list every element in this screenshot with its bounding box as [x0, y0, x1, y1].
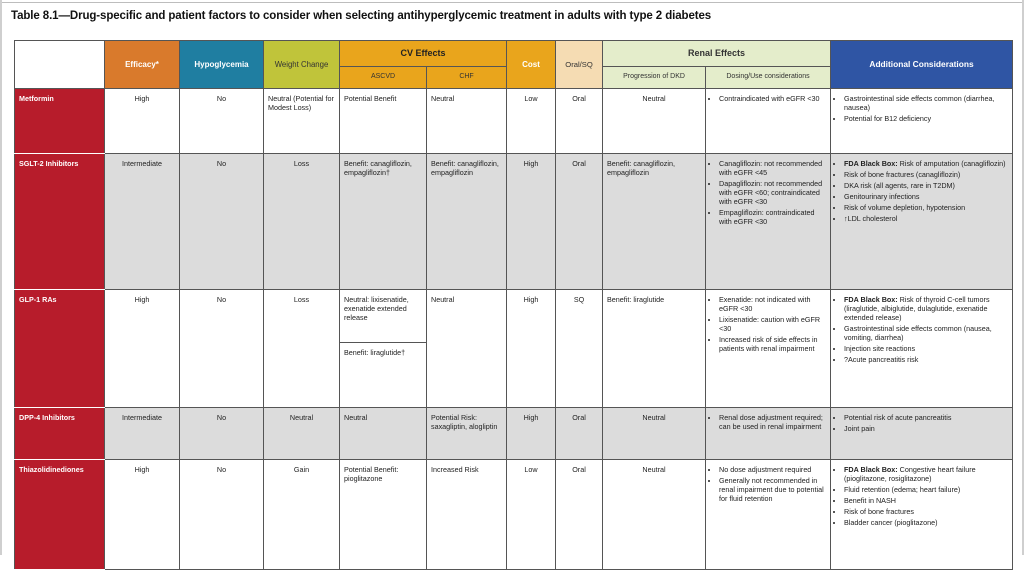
- ascvd-cell: Potential Benefit: pioglitazone: [340, 460, 427, 570]
- black-box-text: Risk of thyroid C-cell tumors (liraglutide, albiglutide, dulaglutide, exenatide extended release): [844, 295, 990, 322]
- additional-cell: [831, 290, 1013, 408]
- header-renal-effects: Renal Effects: [603, 41, 831, 67]
- list-item: • Risk of bone fractures: [844, 507, 1008, 516]
- black-box-label: FDA Black Box:: [844, 159, 898, 168]
- weight-cell: Neutral: [264, 408, 340, 460]
- list-item: • Contraindicated with eGFR <30: [719, 94, 826, 103]
- list-item: • Gastrointestinal side effects common (nausea, vomiting, diarrhea): [844, 324, 1008, 342]
- black-box-label: FDA Black Box:: [844, 465, 898, 474]
- dkd-cell: Neutral: [603, 89, 706, 154]
- cost-cell: Low: [507, 460, 556, 570]
- oral-cell: Oral: [556, 460, 603, 570]
- header-oral-sq: Oral/SQ: [556, 41, 603, 89]
- list-item: • DKA risk (all agents, rare in T2DM): [844, 181, 1008, 190]
- list-item: • Benefit in NASH: [844, 496, 1008, 505]
- header-ascvd: ASCVD: [340, 67, 427, 89]
- list-item: • Potential risk of acute pancreatitis: [844, 413, 1008, 422]
- table-row: [15, 408, 1013, 460]
- list-item: • Renal dose adjustment required; can be used in renal impairment: [719, 413, 826, 431]
- drug-name: SGLT-2 Inhibitors: [15, 154, 105, 290]
- header-dkd: Progression of DKD: [603, 67, 706, 89]
- ascvd-cell: Benefit: canagliflozin, empagliflozin†: [340, 154, 427, 290]
- list-item: • Risk of bone fractures (canagliflozin): [844, 170, 1008, 179]
- chf-cell: Benefit: canagliflozin, empagliflozin: [427, 154, 507, 290]
- list-item: • Potential for B12 deficiency: [844, 114, 1008, 123]
- list-item: [844, 159, 1008, 168]
- header-weight-change: Weight Change: [264, 41, 340, 89]
- list-item: • Fluid retention (edema; heart failure): [844, 485, 1008, 494]
- dkd-cell: Benefit: liraglutide: [603, 290, 706, 408]
- drug-name: Thiazolidinediones: [15, 460, 105, 570]
- drug-factors-table: [14, 40, 1013, 570]
- drug-name: Metformin: [15, 89, 105, 154]
- cost-cell: Low: [507, 89, 556, 154]
- list-item: • Generally not recommended in renal impairment due to potential for fluid retention: [719, 476, 826, 503]
- list-item: • Joint pain: [844, 424, 1008, 433]
- list-item: • Injection site reactions: [844, 344, 1008, 353]
- black-box-text: Congestive heart failure (pioglitazone, rosiglitazone): [844, 465, 976, 483]
- header-hypoglycemia: Hypoglycemia: [180, 41, 264, 89]
- list-item: • Canagliflozin: not recommended with eGFR <45: [719, 159, 826, 177]
- cost-cell: High: [507, 408, 556, 460]
- weight-cell: Loss: [264, 290, 340, 408]
- header-cost: Cost: [507, 41, 556, 89]
- table-row: [15, 89, 1013, 154]
- table-title: Table 8.1—Drug-specific and patient factors to consider when selecting antihyperglycemic treatment in adults with type 2 diabetes: [11, 10, 712, 22]
- cost-cell: High: [507, 154, 556, 290]
- dosing-cell: [706, 290, 831, 408]
- header-chf: CHF: [427, 67, 507, 89]
- efficacy-cell: High: [105, 460, 180, 570]
- corner-cell: [15, 41, 105, 89]
- ascvd-neutral: Neutral: lixisenatide, exenatide extended release: [344, 295, 409, 322]
- hypoglycemia-cell: No: [180, 89, 264, 154]
- list-item: • Increased risk of side effects in patients with renal impairment: [719, 335, 826, 353]
- efficacy-cell: High: [105, 89, 180, 154]
- oral-cell: Oral: [556, 154, 603, 290]
- weight-cell: Neutral (Potential for Modest Loss): [264, 89, 340, 154]
- dosing-cell: [706, 89, 831, 154]
- list-item: • Lixisenatide: caution with eGFR <30: [719, 315, 826, 333]
- list-item: • Genitourinary infections: [844, 192, 1008, 201]
- black-box-text: Risk of amputation (canagliflozin): [897, 159, 1006, 168]
- additional-cell: [831, 408, 1013, 460]
- drug-name: GLP-1 RAs: [15, 290, 105, 408]
- additional-cell: [831, 89, 1013, 154]
- efficacy-cell: Intermediate: [105, 154, 180, 290]
- list-item: [844, 465, 1008, 483]
- weight-cell: Loss: [264, 154, 340, 290]
- left-edge: [0, 0, 2, 555]
- dkd-cell: Neutral: [603, 460, 706, 570]
- oral-cell: SQ: [556, 290, 603, 408]
- table-container: [14, 40, 1013, 570]
- cost-cell: High: [507, 290, 556, 408]
- header-efficacy: Efficacy*: [105, 41, 180, 89]
- table-row: [15, 154, 1013, 290]
- dosing-cell: [706, 460, 831, 570]
- list-item: • ?Acute pancreatitis risk: [844, 355, 1008, 364]
- list-item: • Dapagliflozin: not recommended with eGFR <60; contraindicated with eGFR <30: [719, 179, 826, 206]
- list-item: • Risk of volume depletion, hypotension: [844, 203, 1008, 212]
- list-item: • Empagliflozin: contraindicated with eGFR <30: [719, 208, 826, 226]
- drug-name: DPP-4 Inhibitors: [15, 408, 105, 460]
- hypoglycemia-cell: No: [180, 154, 264, 290]
- ascvd-cell: Potential Benefit: [340, 89, 427, 154]
- list-item: • Gastrointestinal side effects common (diarrhea, nausea): [844, 94, 1008, 112]
- list-item: • Bladder cancer (pioglitazone): [844, 518, 1008, 527]
- chf-cell: Increased Risk: [427, 460, 507, 570]
- hypoglycemia-cell: No: [180, 408, 264, 460]
- weight-cell: Gain: [264, 460, 340, 570]
- hypoglycemia-cell: No: [180, 290, 264, 408]
- dosing-cell: [706, 154, 831, 290]
- ascvd-cell: Neutral: [340, 408, 427, 460]
- chf-cell: Neutral: [427, 290, 507, 408]
- top-border: [0, 2, 1024, 3]
- dosing-cell: [706, 408, 831, 460]
- ascvd-benefit: Benefit: liraglutide†: [340, 342, 426, 362]
- list-item: • ↑LDL cholesterol: [844, 214, 1008, 223]
- chf-cell: Potential Risk: saxagliptin, alogliptin: [427, 408, 507, 460]
- list-item: • Exenatide: not indicated with eGFR <30: [719, 295, 826, 313]
- black-box-label: FDA Black Box:: [844, 295, 898, 304]
- dkd-cell: Benefit: canagliflozin, empagliflozin: [603, 154, 706, 290]
- dkd-cell: Neutral: [603, 408, 706, 460]
- efficacy-cell: Intermediate: [105, 408, 180, 460]
- header-dosing: Dosing/Use considerations: [706, 67, 831, 89]
- table-row: [15, 460, 1013, 570]
- oral-cell: Oral: [556, 408, 603, 460]
- chf-cell: Neutral: [427, 89, 507, 154]
- table-row: [15, 290, 1013, 408]
- efficacy-cell: High: [105, 290, 180, 408]
- ascvd-cell: [340, 290, 427, 408]
- header-cv-effects: CV Effects: [340, 41, 507, 67]
- header-additional: Additional Considerations: [831, 41, 1013, 89]
- hypoglycemia-cell: No: [180, 460, 264, 570]
- list-item: • No dose adjustment required: [719, 465, 826, 474]
- additional-cell: [831, 460, 1013, 570]
- additional-cell: [831, 154, 1013, 290]
- oral-cell: Oral: [556, 89, 603, 154]
- list-item: [844, 295, 1008, 322]
